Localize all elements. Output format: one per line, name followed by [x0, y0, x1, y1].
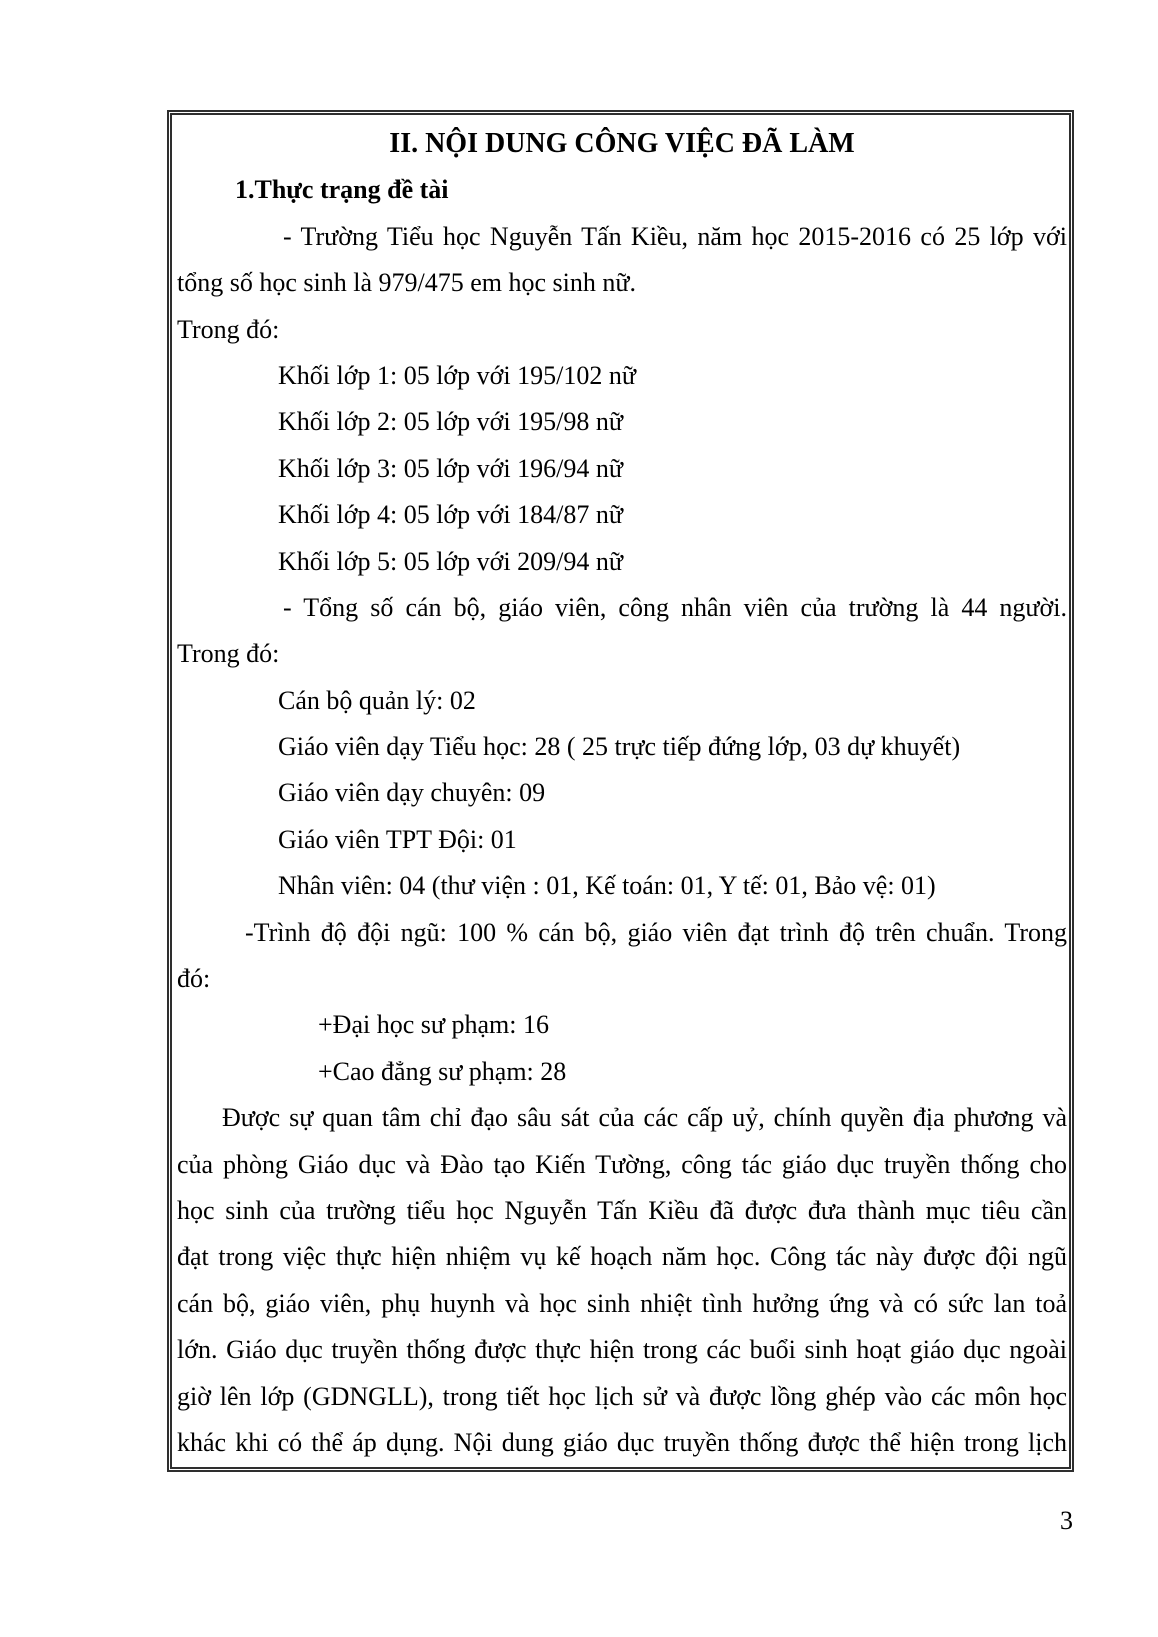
doc-line: Trong đó: — [177, 639, 280, 669]
doc-line: Trong đó: — [177, 314, 280, 344]
doc-line: Nhân viên: 04 (thư viện : 01, Kế toán: 01, Y tế: 01, Bảo vệ: 01) — [278, 871, 936, 901]
doc-line: tổng số học sinh là 979/475 em học sinh nữ. — [177, 268, 636, 298]
doc-line: Khối lớp 4: 05 lớp với 184/87 nữ — [278, 500, 623, 530]
doc-line: Giáo viên dạy Tiểu học: 28 ( 25 trực tiếp đứng lớp, 03 dự khuyết) — [278, 732, 961, 762]
page-number: 3 — [1060, 1506, 1073, 1535]
doc-line: Giáo viên TPT Đội: 01 — [278, 824, 517, 854]
doc-line: đạt trong việc thực hiện nhiệm vụ kế hoạch năm học. Công tác này được đội ngũ — [177, 1242, 1067, 1272]
doc-line: khác khi có thể áp dụng. Nội dung giáo dục truyền thống được thể hiện trong lịch — [177, 1427, 1067, 1457]
doc-line: -Trình độ đội ngũ: 100 % cán bộ, giáo viên đạt trình độ trên chuẩn. Trong — [245, 917, 1067, 947]
doc-line: Khối lớp 3: 05 lớp với 196/94 nữ — [278, 453, 623, 483]
doc-line: đó: — [177, 964, 211, 994]
document-title: II. NỘI DUNG CÔNG VIỆC ĐÃ LÀM — [389, 128, 855, 159]
doc-line: Khối lớp 5: 05 lớp với 209/94 nữ — [278, 546, 623, 576]
page-border-box — [167, 110, 1074, 1472]
doc-line: của phòng Giáo dục và Đào tạo Kiến Tường, công tác giáo dục truyền thống cho — [177, 1149, 1067, 1179]
doc-line: Được sự quan tâm chỉ đạo sâu sát của các cấp uỷ, chính quyền địa phương và — [222, 1103, 1067, 1133]
section-heading: 1.Thực trạng đề tài — [235, 175, 449, 205]
doc-line: - Trường Tiểu học Nguyễn Tấn Kiều, năm học 2015-2016 có 25 lớp với — [283, 221, 1067, 251]
doc-line: +Cao đẳng sư phạm: 28 — [318, 1056, 567, 1086]
doc-line: học sinh của trường tiểu học Nguyễn Tấn Kiều đã được đưa thành mục tiêu cần — [177, 1195, 1067, 1225]
doc-line: Khối lớp 1: 05 lớp với 195/102 nữ — [278, 360, 636, 390]
doc-line: lớn. Giáo dục truyền thống được thực hiện trong các buổi sinh hoạt giáo dục ngoài — [177, 1335, 1067, 1365]
doc-line: - Tổng số cán bộ, giáo viên, công nhân viên của trường là 44 người. — [283, 592, 1067, 622]
doc-line: giờ lên lớp (GDNGLL), trong tiết học lịch sử và được lồng ghép vào các môn học — [177, 1381, 1067, 1411]
doc-line: Khối lớp 2: 05 lớp với 195/98 nữ — [278, 407, 623, 437]
doc-line: +Đại học sư phạm: 16 — [318, 1010, 549, 1040]
doc-line: Giáo viên dạy chuyên: 09 — [278, 778, 546, 808]
doc-line: Cán bộ quản lý: 02 — [278, 685, 476, 715]
doc-line: cán bộ, giáo viên, phụ huynh và học sinh nhiệt tình hưởng ứng và có sức lan toả — [177, 1288, 1067, 1318]
